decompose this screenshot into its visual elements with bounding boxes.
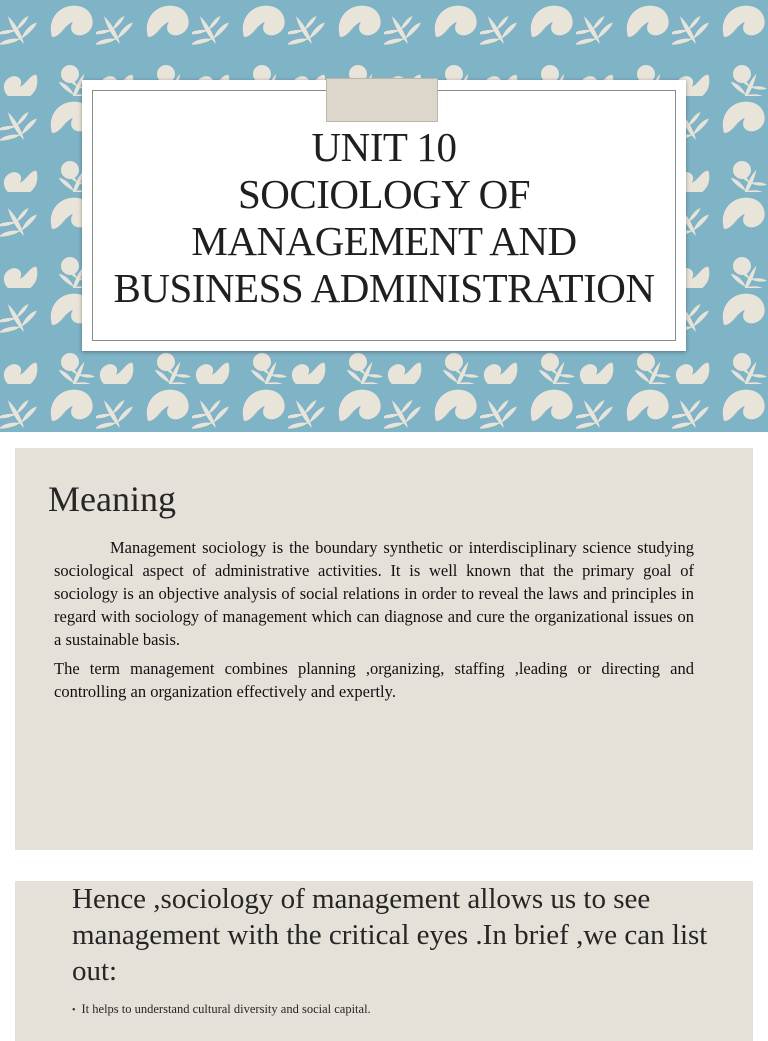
list-item-text: It helps to understand cultural diversity and social capital. — [81, 1002, 371, 1016]
list-item — [72, 1002, 371, 1017]
meaning-slide — [15, 448, 753, 850]
title-line-1: UNIT 10 — [311, 124, 457, 170]
title-tab-decoration — [326, 78, 438, 122]
title-slide — [0, 0, 768, 432]
list-intro: Hence ,sociology of management allows us to see management with the critical eyes .In brief ,we can list out: — [72, 883, 708, 987]
meaning-paragraph-1: Management sociology is the boundary synthetic or interdisciplinary science studying sociological aspect of administrative activities. It is well known that the primary goal of sociology is an objective analysis of social relations in order to reveal the laws and principles in regard with sociology of management which can diagnose and cure the organizational issues on a sustainable basis. — [54, 538, 694, 649]
list-slide — [15, 881, 753, 1041]
title-line-2: SOCIOLOGY OF — [237, 171, 531, 217]
meaning-heading: Meaning — [48, 479, 176, 519]
title-line-3: MANAGEMENT AND — [191, 218, 577, 264]
meaning-paragraph-2: The term management combines planning ,organizing, staffing ,leading or directing and controlling an organization effectively and expertly. — [54, 659, 694, 701]
slide-title — [52, 124, 716, 312]
bullet-icon: • — [72, 1005, 76, 1016]
title-line-4: BUSINESS ADMINISTRATION — [113, 265, 655, 311]
title-card — [82, 80, 686, 351]
